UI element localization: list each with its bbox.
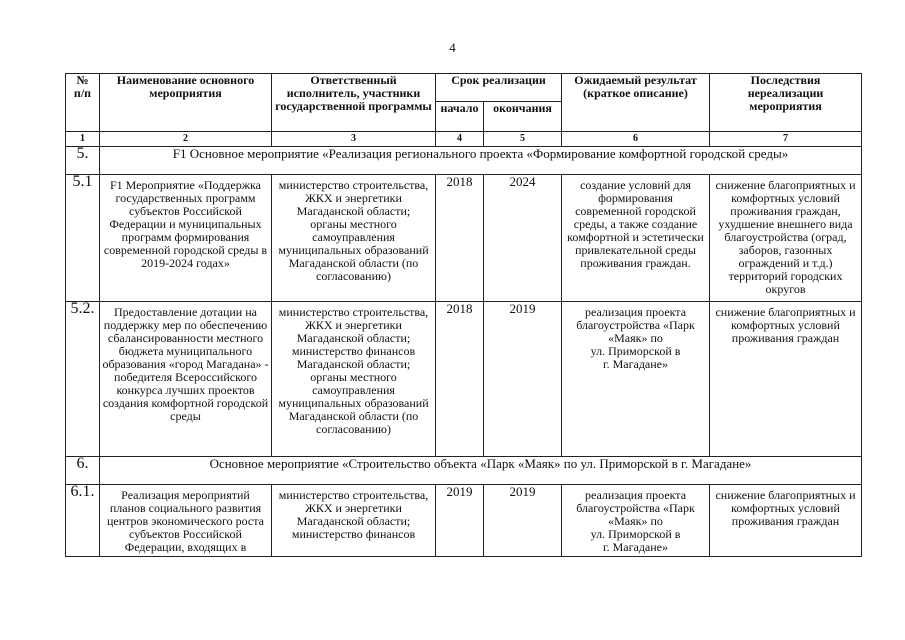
row-consequences: снижение благоприятных и комфортных условий проживания граждан: [710, 302, 862, 457]
row-consequences: снижение благоприятных и комфортных условий проживания граждан, ухудшение внешнего вида благоустройства (оград, заборов, газонных ограждений и т.д.) территорий городских округов: [710, 175, 862, 302]
row-start-year: 2018: [436, 175, 484, 302]
row-name: Предоставление дотации на поддержку мер по обеспечению сбалансированности местного бюджета муниципального образования «город Магадана» - победителя Всероссийского конкурса лучших проектов создания комфортной городской среды: [100, 302, 272, 457]
row-end-year: 2024: [484, 175, 562, 302]
column-number: 6: [562, 132, 710, 147]
column-number: 2: [100, 132, 272, 147]
row-result: создание условий для формирования современной городской среды, а также создание комфортной и эстетически привлекательной среды проживания граждан.: [562, 175, 710, 302]
section-title: F1 Основное мероприятие «Реализация регионального проекта «Формирование комфортной городской среды»: [100, 147, 862, 175]
header-period: Срок реализации: [436, 74, 562, 102]
row-start-year: 2019: [436, 485, 484, 557]
row-name: F1 Мероприятие «Поддержка государственных программ субъектов Российской Федерации и муниципальных программ формирования современной городской среды в 2019-2024 годах»: [100, 175, 272, 302]
column-number-row: [66, 132, 862, 147]
header-row: [66, 74, 862, 102]
header-consequences: Последствия нереализации мероприятия: [710, 74, 862, 132]
measures-table: [65, 73, 862, 557]
section-number: 5.: [66, 147, 100, 175]
column-number: 3: [272, 132, 436, 147]
table-row: [66, 175, 862, 302]
row-result: реализация проекта благоустройства «Парк «Маяк» по ул. Приморской в г. Магадане»: [562, 302, 710, 457]
header-name: Наименование основного мероприятия: [100, 74, 272, 132]
header-start: начало: [436, 102, 484, 132]
section-title: Основное мероприятие «Строительство объекта «Парк «Маяк» по ул. Приморской в г. Магадане»: [100, 457, 862, 485]
row-end-year: 2019: [484, 485, 562, 557]
row-start-year: 2018: [436, 302, 484, 457]
row-end-year: 2019: [484, 302, 562, 457]
column-number: 7: [710, 132, 862, 147]
column-number: 4: [436, 132, 484, 147]
table-row: [66, 302, 862, 457]
row-number: 5.1: [66, 175, 100, 302]
row-result: реализация проекта благоустройства «Парк «Маяк» по ул. Приморской в г. Магадане»: [562, 485, 710, 557]
row-name: Реализация мероприятий планов социального развития центров экономического роста субъектов Российской Федерации, входящих в: [100, 485, 272, 557]
header-end: окончания: [484, 102, 562, 132]
row-consequences: снижение благоприятных и комфортных условий проживания граждан: [710, 485, 862, 557]
table-row: [66, 485, 862, 557]
column-number: 5: [484, 132, 562, 147]
row-number: 5.2.: [66, 302, 100, 457]
row-executor: министерство строительства, ЖКХ и энергетики Магаданской области; министерство финансов Магаданской области; органы местного самоуправления муниципальных образований Магаданской области (по согласованию): [272, 302, 436, 457]
row-executor: министерство строительства, ЖКХ и энергетики Магаданской области; органы местного самоуправления муниципальных образований Магаданской области (по согласованию): [272, 175, 436, 302]
column-number: 1: [66, 132, 100, 147]
row-number: 6.1.: [66, 485, 100, 557]
header-executor: Ответственный исполнитель, участники государственной программы: [272, 74, 436, 132]
section-number: 6.: [66, 457, 100, 485]
section-row: [66, 457, 862, 485]
page-number: 4: [449, 40, 456, 55]
row-executor: министерство строительства, ЖКХ и энергетики Магаданской области; министерство финансов: [272, 485, 436, 557]
header-result: Ожидаемый результат (краткое описание): [562, 74, 710, 132]
header-num: № п/п: [66, 74, 100, 132]
section-row: [66, 147, 862, 175]
